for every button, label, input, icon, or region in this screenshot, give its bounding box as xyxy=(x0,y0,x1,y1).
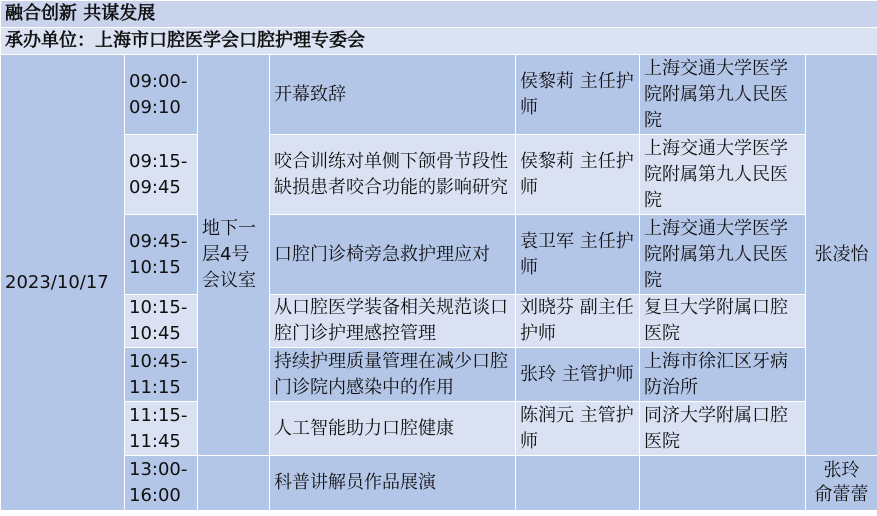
time-slot: 09:15-09:45 xyxy=(125,135,198,215)
speaker: 张玲 主管护师 xyxy=(516,348,640,402)
speaker: 侯黎莉 主任护师 xyxy=(516,55,640,135)
table-row xyxy=(1,295,877,348)
topic: 咬合训练对单侧下颌骨节段性缺损患者咬合功能的影响研究 xyxy=(270,135,516,215)
time-slot: 10:15-10:45 xyxy=(125,295,198,348)
session-chair: 张凌怡 xyxy=(806,55,877,456)
speaker: 袁卫军 主任护师 xyxy=(516,215,640,295)
organization: 上海市徐汇区牙病防治所 xyxy=(640,348,806,402)
time-slot: 13:00-16:00 xyxy=(125,456,198,511)
topic: 开幕致辞 xyxy=(270,55,516,135)
table-row xyxy=(1,135,877,215)
table-row xyxy=(1,456,877,511)
speaker: 陈润元 主管护师 xyxy=(516,402,640,456)
topic: 持续护理质量管理在减少口腔门诊院内感染中的作用 xyxy=(270,348,516,402)
organization: 上海交通大学医学院附属第九人民医院 xyxy=(640,55,806,135)
organization: 上海交通大学医学院附属第九人民医院 xyxy=(640,135,806,215)
time-slot: 10:45-11:15 xyxy=(125,348,198,402)
topic: 口腔门诊椅旁急救护理应对 xyxy=(270,215,516,295)
topic: 科普讲解员作品展演 xyxy=(270,456,516,511)
organization: 同济大学附属口腔医院 xyxy=(640,402,806,456)
time-slot: 11:15-11:45 xyxy=(125,402,198,456)
table-row xyxy=(1,55,877,135)
table-row xyxy=(1,215,877,295)
topic: 人工智能助力口腔健康 xyxy=(270,402,516,456)
theme-title: 融合创新 共谋发展 xyxy=(1,1,877,28)
organization xyxy=(640,456,806,511)
host-name: 俞蕾蕾 xyxy=(814,484,869,505)
table-row xyxy=(1,402,877,456)
speaker: 侯黎莉 主任护师 xyxy=(516,135,640,215)
host-name: 张玲 xyxy=(823,460,860,481)
time-slot: 09:45-10:15 xyxy=(125,215,198,295)
venue-empty xyxy=(198,456,270,511)
organizer-line: 承办单位：上海市口腔医学会口腔护理专委会 xyxy=(1,28,877,55)
header-row-organizer xyxy=(1,28,877,55)
session-date: 2023/10/17 xyxy=(1,55,125,511)
venue: 地下一层4号会议室 xyxy=(198,55,270,456)
organization: 复旦大学附属口腔医院 xyxy=(640,295,806,348)
speaker: 刘晓芬 副主任护师 xyxy=(516,295,640,348)
table-row xyxy=(1,348,877,402)
header-row-theme xyxy=(1,1,877,28)
session-hosts xyxy=(806,456,877,511)
topic: 从口腔医学装备相关规范谈口腔门诊护理感控管理 xyxy=(270,295,516,348)
speaker xyxy=(516,456,640,511)
time-slot: 09:00-09:10 xyxy=(125,55,198,135)
organization: 上海交通大学医学院附属第九人民医院 xyxy=(640,215,806,295)
